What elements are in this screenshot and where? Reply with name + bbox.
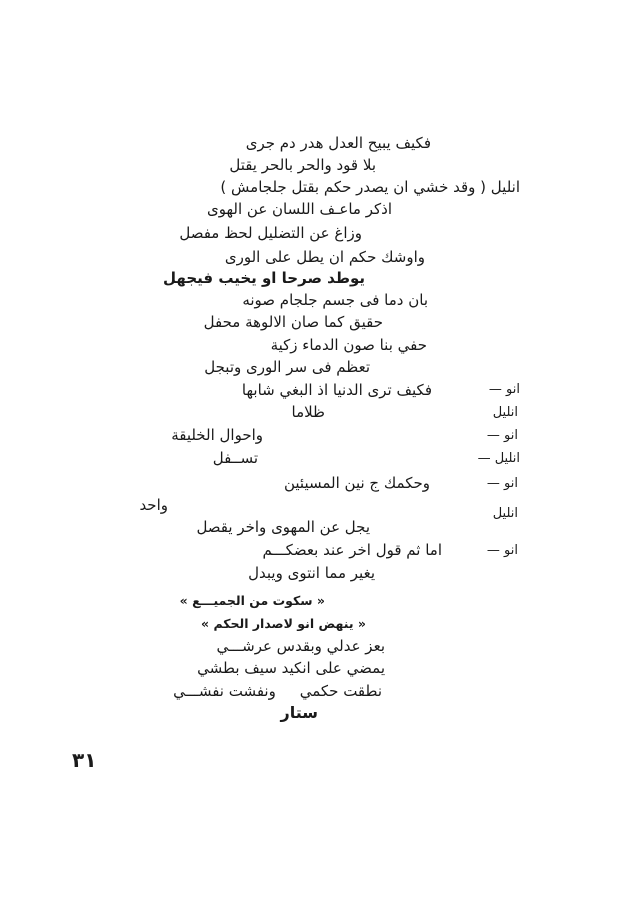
stage-direction: « سكوت من الجميـــع » <box>179 593 325 608</box>
verse-line: فكيف يبيح العدل هدر دم جرى <box>245 134 431 152</box>
verse-line: يغير مما انتوى ويبدل <box>248 564 375 582</box>
verse-line: حقيق كما صان الالوهة محفل <box>203 313 383 331</box>
verse-line: بان دما فى جسم جلجام صونه <box>242 291 428 309</box>
verse-line: واحوال الخليقة <box>171 426 263 444</box>
verse-line: يوطد صرحا او يخيب فيجهل <box>163 269 365 287</box>
speaker-label: انليل <box>492 506 518 521</box>
verse-line: واحد <box>139 496 168 514</box>
verse-line: وحكمك ج نين المسيئين <box>283 474 430 492</box>
verse-line: ظلاما <box>291 403 325 421</box>
verse-line: اذكر ماعـف اللسان عن الهوى <box>207 200 392 218</box>
speaker-label: انو — <box>486 476 518 491</box>
verse-line: بعز عدلي وبقدس عرشـــي <box>216 637 385 655</box>
verse-line: يجل عن المهوى واخر يقصل <box>196 518 370 536</box>
verse-line: حفي بنا صون الدماء زكية <box>270 336 427 354</box>
speaker-label: انو — <box>488 382 520 397</box>
stage-direction: « ينهض انو لاصدار الحكم » <box>201 616 366 631</box>
verse-line: بلا قود والحر بالحر يقتل <box>229 156 376 174</box>
curtain-label: ستار <box>280 703 318 722</box>
verse-line: تســفل <box>212 449 258 467</box>
stage-direction: انليل ( وقد خشي ان يصدر حكم بقتل جلجامش ) <box>220 178 520 196</box>
speaker-label: انليل — <box>477 451 520 466</box>
verse-line: اما ثم قول اخر عند بعضكـــم <box>262 541 442 559</box>
speaker-label: انو — <box>486 543 518 558</box>
speaker-label: انليل <box>492 405 518 420</box>
verse-line: واوشك حكم ان يطل على الورى <box>224 248 425 266</box>
speaker-label: انو — <box>486 428 518 443</box>
verse-line: يمضي على انكيد سيف بطشي <box>197 659 385 677</box>
page-number: ٣١ <box>72 748 97 772</box>
verse-line: فكيف ترى الدنيا اذ البغي شابها <box>241 381 432 399</box>
verse-line: تعظم فى سر الورى وتبجل <box>204 358 370 376</box>
verse-line: وزاغ عن التضليل لحظ مفصل <box>179 224 362 242</box>
verse-line: نطقت حكمي ونفشت نفشـــي <box>173 682 382 700</box>
